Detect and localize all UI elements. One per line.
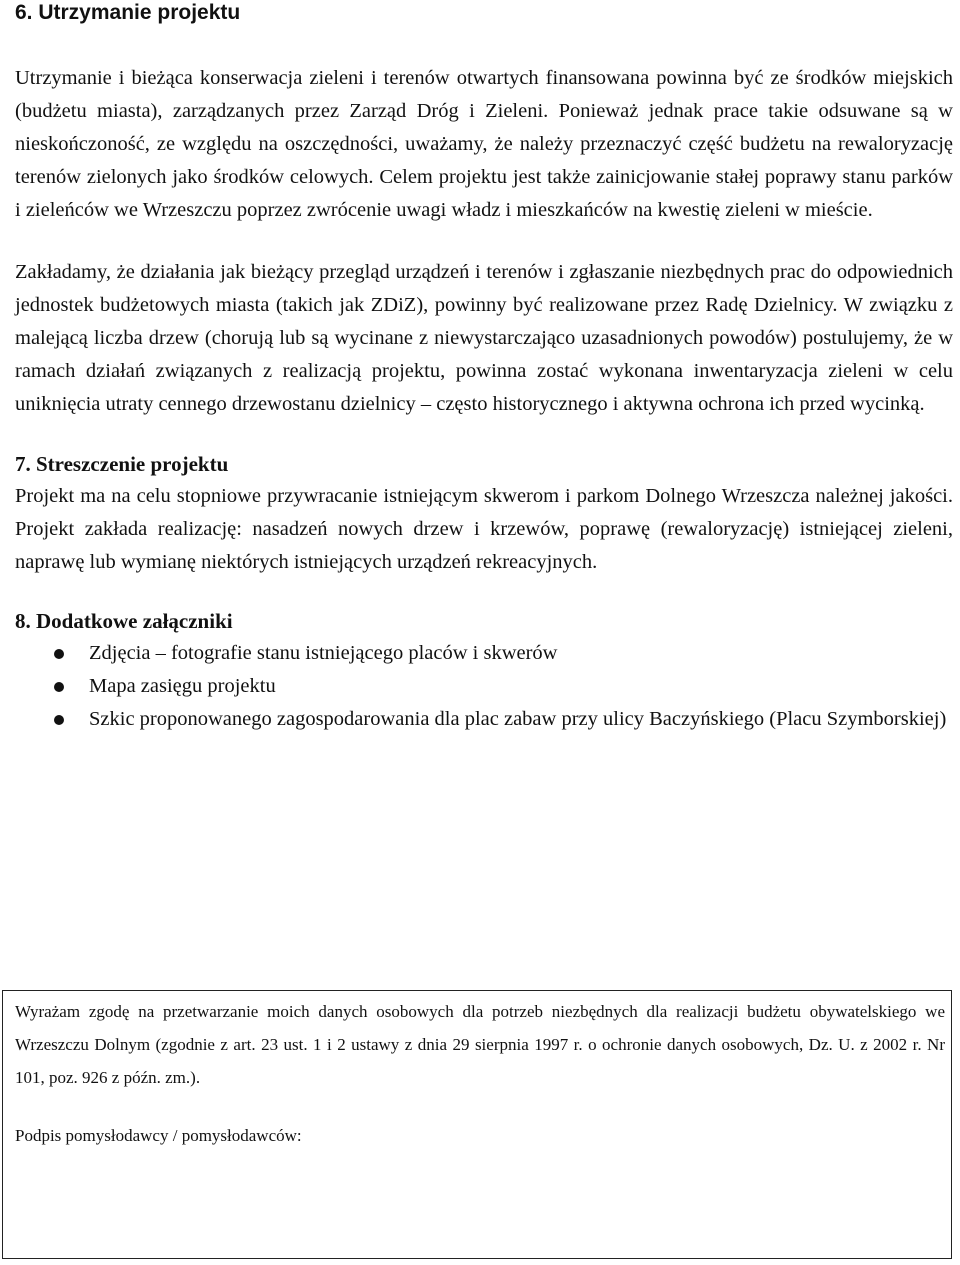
attachments-list [15,637,953,736]
signature-label: Podpis pomysłodawcy / pomysłodawców: [15,1126,302,1145]
section-heading-maintenance: 6. Utrzymanie projektu [15,1,241,24]
section-heading-summary: 7. Streszczenie projektu [15,452,229,476]
bullet-icon [54,649,64,659]
section-paragraph: Zakładamy, że działania jak bieżący przegląd urządzeń i terenów i zgłaszanie niezbędnych prac do odpowiednich jednostek budżetowych miasta (takich jak ZDiZ), powinny być realizowane przez Radę Dzielnicy. W związku z malejącą liczba drzew (chorują lub są wycinane z niewystarczająco uzasadnionych powodów) postulujemy, że w ramach działań związanych z realizacją projektu, powinna zostać wykonana inwentaryzacja zieleni w celu uniknięcia utraty cennego drzewostanu dzielnicy – często historycznego i aktywna ochrona ich przed wycinką. [15,261,953,415]
list-item-text: Szkic proponowanego zagospodarowania dla plac zabaw przy ulicy Baczyńskiego (Placu Szymborskiej) [89,708,947,730]
section-heading-attachments: 8. Dodatkowe załączniki [15,609,233,633]
list-item [15,637,953,670]
list-item-text: Mapa zasięgu projektu [89,675,276,697]
section-paragraph: Utrzymanie i bieżąca konserwacja zieleni i terenów otwartych finansowana powinna być ze środków miejskich (budżetu miasta), zarządzanych przez Zarząd Dróg i Zieleni. Ponieważ jednak prace takie odsuwane są w nieskończoność, ze względu na oszczędności, uważamy, że należy przeznaczyć część budżetu na rewaloryzację terenów zielonych jako środków celowych. Celem projektu jest także zainicjowanie stałej poprawy stanu parków i zieleńców we Wrzeszczu poprzez zwrócenie uwagi władz i mieszkańców na kwestię zieleni w mieście. [15,67,953,221]
list-item-text: Zdjęcia – fotografie stanu istniejącego placów i skwerów [89,642,558,664]
list-item [15,670,953,703]
list-item [15,703,953,736]
consent-box [2,990,952,1259]
bullet-icon [54,715,64,725]
document-page [15,0,953,736]
section-paragraph: Projekt ma na celu stopniowe przywracanie istniejącym skwerom i parkom Dolnego Wrzeszcza należnej jakości. Projekt zakłada realizację: nasadzeń nowych drzew i krzewów, poprawę (rewaloryzację) istniejącej zieleni, naprawę lub wymianę niektórych istniejących urządzeń rekreacyjnych. [15,485,953,573]
bullet-icon [54,682,64,692]
consent-text: Wyrażam zgodę na przetwarzanie moich danych osobowych dla potrzeb niezbędnych dla realizacji budżetu obywatelskiego we Wrzeszczu Dolnym (zgodnie z art. 23 ust. 1 i 2 ustawy z dnia 29 sierpnia 1997 r. o ochronie danych osobowych, Dz. U. z 2002 r. Nr 101, poz. 926 z późn. zm.). [15,1002,945,1087]
